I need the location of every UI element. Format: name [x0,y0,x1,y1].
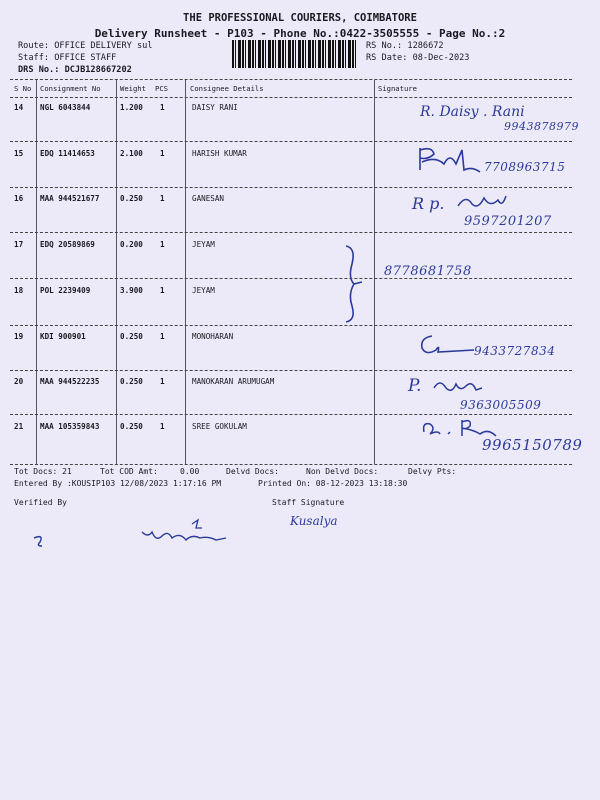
table-top-rule [10,79,572,80]
total-cod-value: 0.00 [180,467,200,476]
signature-phone: 8778681758 [384,264,472,279]
row-consignment: MAA 944522235 [40,377,100,386]
staff-label: Staff: OFFICE STAFF [18,53,117,63]
row-sno: 20 [14,377,24,386]
row-consignee: JEYAM [192,240,215,249]
row-consignee: MANOKARAN ARUMUGAM [192,377,275,386]
row-pcs: 1 [160,103,165,112]
signature-phone: 9943878979 [504,120,579,133]
column-divider [116,80,117,464]
rs-number: RS No.: 1286672 [366,41,444,51]
row-weight: 1.200 [120,103,143,112]
total-cod-label: Tot COD Amt: [100,467,158,476]
row-rule [10,141,572,142]
row-sno: 17 [14,240,24,249]
row-weight: 0.250 [120,377,143,386]
non-delivered-docs: Non Delvd Docs: [306,467,379,476]
entered-by: Entered By :KOUSIP103 12/08/2023 1:17:16 PM [14,479,222,488]
row-sno: 19 [14,332,24,341]
column-divider [36,80,37,464]
signature-phone: 7708963715 [484,160,566,174]
row-pcs: 1 [160,149,165,158]
delivery-points: Delvy Pts: [408,467,457,476]
signature-phone: 9965150789 [482,436,583,454]
signature-name: R. Daisy . Rani [420,104,525,120]
row-weight: 0.250 [120,332,143,341]
row-consignee: GANESAN [192,194,225,203]
route-label: Route: OFFICE DELIVERY sul [18,41,153,51]
col-pcs: PCS [155,84,168,93]
row-consignment: EDQ 11414653 [40,149,95,158]
row-consignment: MAA 105359843 [40,422,100,431]
row-rule [10,414,572,415]
row-weight: 0.250 [120,194,143,203]
row-consignee: SREE GOKULAM [192,422,247,431]
total-docs: Tot Docs: 21 [14,467,72,476]
row-consignee: MONOHARAN [192,332,234,341]
company-title: THE PROFESSIONAL COURIERS, COIMBATORE [183,12,417,24]
brace-mark [340,244,386,324]
row-consignee: JEYAM [192,286,215,295]
row-consignee: DAISY RANI [192,103,238,112]
row-pcs: 1 [160,194,165,203]
row-consignment: KDI 900901 [40,332,86,341]
printed-on: Printed On: 08-12-2023 13:18:30 [258,479,408,488]
runsheet-subtitle: Delivery Runsheet - P103 - Phone No.:0422-3505555 - Page No.:2 [94,27,506,40]
col-consignee: Consignee Details [190,84,264,93]
verified-by-label: Verified By [14,498,67,507]
row-weight: 0.200 [120,240,143,249]
row-pcs: 1 [160,332,165,341]
row-weight: 3.900 [120,286,143,295]
staff-signature-script: Kusalya [290,514,338,528]
row-consignment: MAA 944521677 [40,194,100,203]
verifier-signature [30,516,250,556]
table-bottom-rule [10,464,572,465]
row-rule [10,232,572,233]
col-sno: S No [14,84,32,93]
signature-name: P. [408,376,422,396]
scribble-signature [418,330,478,358]
row-consignee: HARISH KUMAR [192,149,247,158]
drs-number: DRS No.: DCJB128667202 [18,65,132,75]
col-signature: Signature [378,84,417,93]
row-pcs: 1 [160,377,165,386]
row-sno: 15 [14,149,24,158]
col-consignment: Consignment No [40,84,101,93]
column-divider [185,80,186,464]
header-bottom-rule [10,97,572,98]
scribble-signature [454,190,510,214]
row-pcs: 1 [160,240,165,249]
staff-signature-label: Staff Signature [272,498,345,507]
row-consignment: NGL 6043844 [40,103,91,112]
row-consignment: POL 2239409 [40,286,91,295]
scribble-signature [430,374,490,398]
barcode [232,40,358,68]
row-rule [10,187,572,188]
col-weight: Weight [120,84,146,93]
rs-date: RS Date: 08-Dec-2023 [366,53,470,63]
signature-name: R p. [412,194,445,213]
row-rule [10,325,572,326]
signature-phone: 9363005509 [460,398,542,412]
row-pcs: 1 [160,286,165,295]
row-weight: 0.250 [120,422,143,431]
row-pcs: 1 [160,422,165,431]
row-sno: 16 [14,194,24,203]
row-consignment: EDQ 20589869 [40,240,95,249]
row-sno: 21 [14,422,24,431]
scribble-signature [414,142,486,176]
delivered-docs: Delvd Docs: [226,467,279,476]
signature-phone: 9433727834 [474,344,556,358]
row-weight: 2.100 [120,149,143,158]
row-rule [10,278,572,279]
row-rule [10,370,572,371]
row-sno: 14 [14,103,24,112]
row-sno: 18 [14,286,24,295]
signature-phone: 9597201207 [464,214,552,229]
